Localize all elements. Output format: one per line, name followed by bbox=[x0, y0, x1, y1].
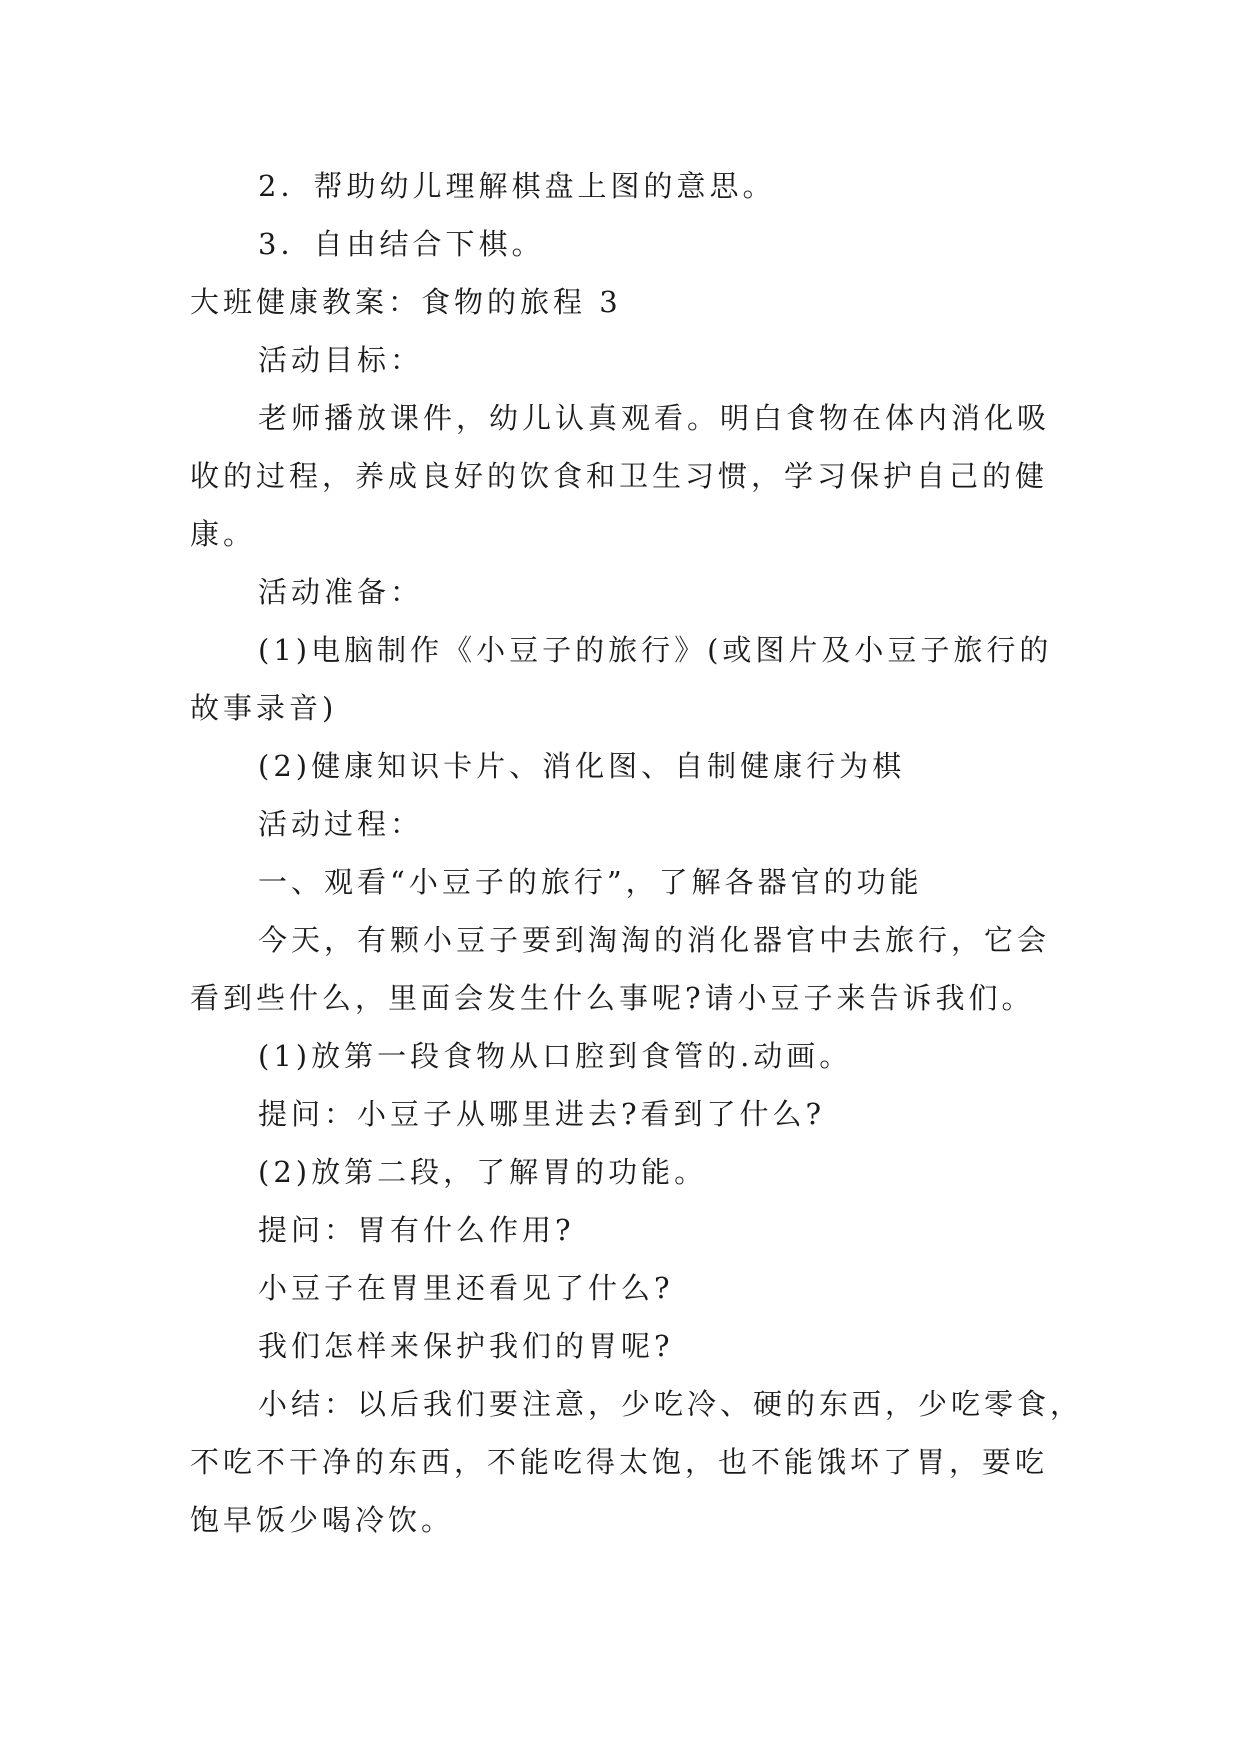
paragraph-line: 故事录音) bbox=[190, 691, 338, 725]
paragraph-line: 小豆子在胃里还看见了什么? bbox=[258, 1271, 674, 1305]
paragraph-line: 收的过程，养成良好的饮食和卫生习惯，学习保护自己的健 bbox=[190, 459, 1049, 493]
paragraph-line: 一、观看“小豆子的旅行”，了解各器官的功能 bbox=[258, 865, 923, 899]
section-heading: 大班健康教案：食物的旅程 3 bbox=[190, 285, 622, 319]
paragraph-line: 今天，有颗小豆子要到淘淘的消化器官中去旅行，它会 bbox=[258, 923, 1051, 957]
paragraph-line: (2)放第二段，了解胃的功能。 bbox=[258, 1155, 708, 1189]
paragraph-line: 提问：胃有什么作用? bbox=[258, 1213, 575, 1247]
paragraph-line: 饱早饭少喝冷饮。 bbox=[190, 1503, 455, 1537]
list-item-step-3: 3．自由结合下棋。 bbox=[258, 227, 545, 261]
paragraph-line: (1)电脑制作《小豆子的旅行》(或图片及小豆子旅行的 bbox=[258, 633, 1053, 667]
paragraph-line: 老师播放课件，幼儿认真观看。明白食物在体内消化吸 bbox=[258, 401, 1051, 435]
paragraph-line: 不吃不干净的东西，不能吃得太饱，也不能饿坏了胃，要吃 bbox=[190, 1445, 1049, 1479]
subheading-activity-goals: 活动目标： bbox=[258, 343, 424, 377]
paragraph-line: 提问：小豆子从哪里进去?看到了什么? bbox=[258, 1097, 826, 1131]
paragraph-line: 康。 bbox=[190, 517, 257, 551]
paragraph-line: 我们怎样来保护我们的胃呢? bbox=[258, 1329, 674, 1363]
paragraph-line: 小结：以后我们要注意，少吃冷、硬的东西，少吃零食， bbox=[258, 1387, 1084, 1421]
paragraph-line: (1)放第一段食物从口腔到食管的.动画。 bbox=[258, 1039, 853, 1073]
subheading-activity-process: 活动过程： bbox=[258, 807, 424, 841]
subheading-activity-preparation: 活动准备： bbox=[258, 575, 424, 609]
list-item-step-2: 2．帮助幼儿理解棋盘上图的意思。 bbox=[258, 169, 776, 203]
paragraph-line: (2)健康知识卡片、消化图、自制健康行为棋 bbox=[258, 749, 906, 783]
paragraph-line: 看到些什么，里面会发生什么事呢?请小豆子来告诉我们。 bbox=[190, 981, 1035, 1015]
